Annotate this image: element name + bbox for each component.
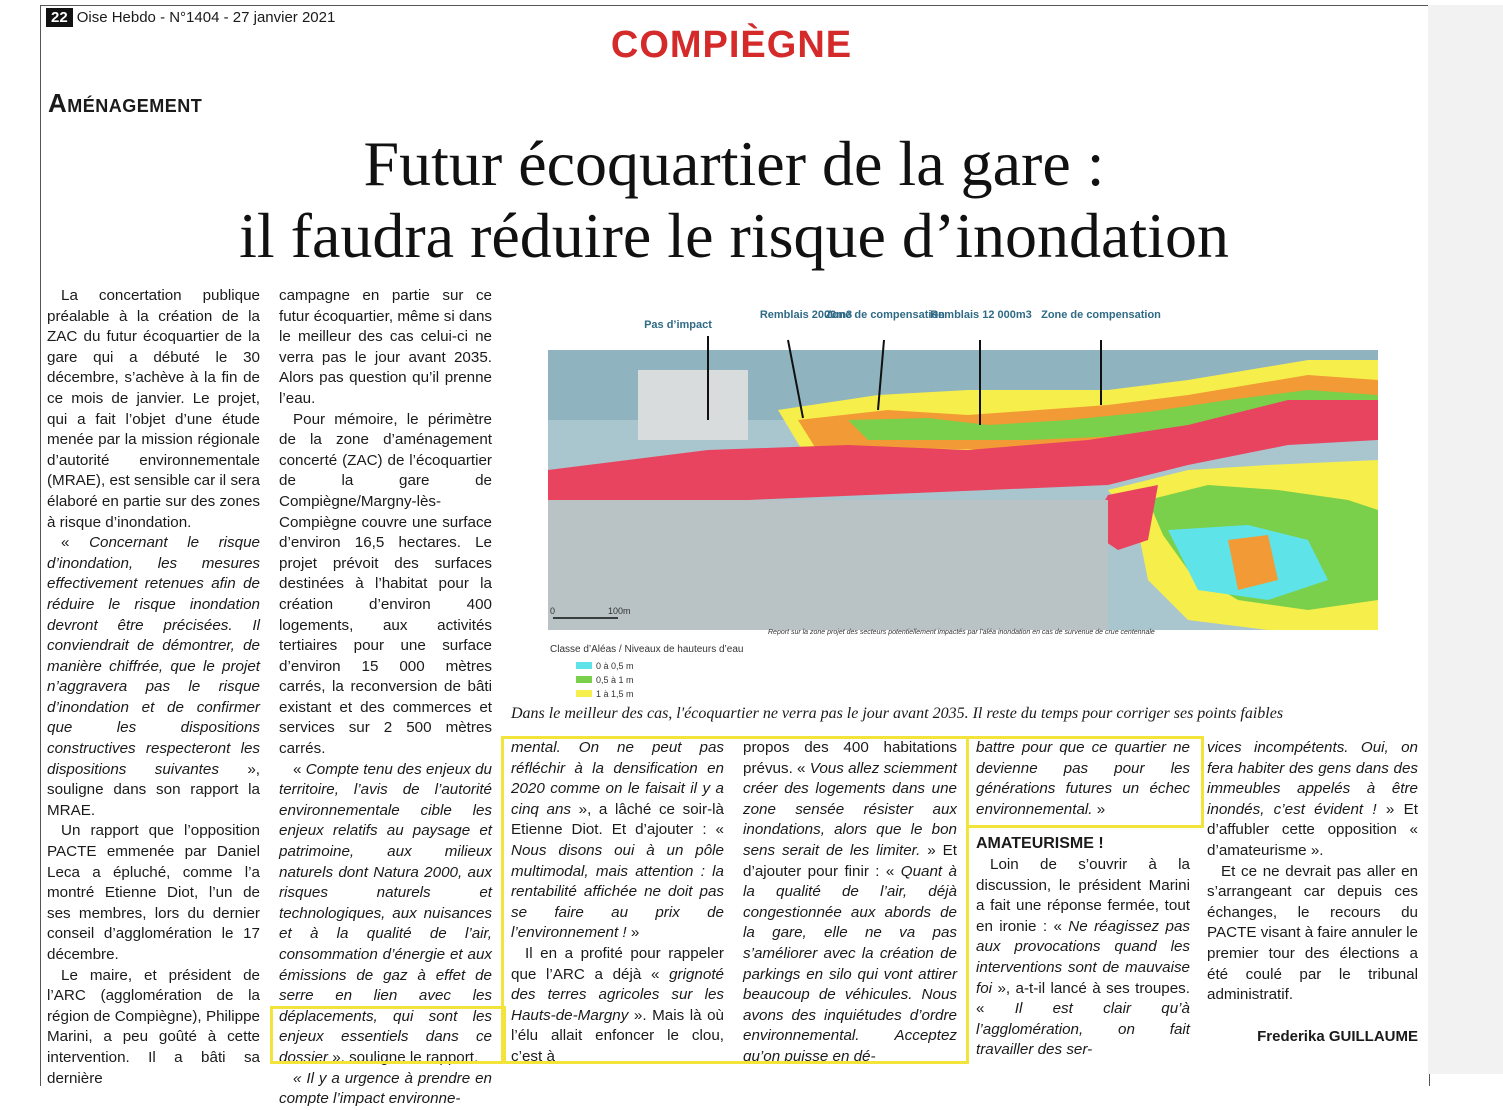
page-number: 22 <box>46 8 73 27</box>
text-run: ». Mais là où l’élu allait enfoncer le clou, c’est à <box>511 1006 724 1065</box>
quote-text: battre pour que ce quartier ne devienne pas pour les générations futures un échec environnemental. <box>976 739 1190 818</box>
paragraph-highlighted <box>279 1069 492 1110</box>
map-label-no-impact: Pas d’impact <box>644 319 712 331</box>
quote-text: mental. On ne peut pas réfléchir à la densification en 2020 comme on le faisait il y a cinq ans <box>511 739 724 818</box>
text-run: propos des 400 habitations prévus. « <box>743 739 957 777</box>
section-city: COMPIÈGNE <box>610 24 853 66</box>
figure-caption: Dans le meilleur des cas, l'écoquartier ne verra pas le jour avant 2035. Il reste du temps pour corriger ses points faibles <box>511 705 1284 722</box>
quote-text: vices incompétents. Oui, on fera habiter des gens dans des immeubles appelés à être inondés, c’est évident ! <box>1207 739 1418 818</box>
quote-open: « <box>293 760 306 778</box>
text-run: Il en a profité pour rappeler que l’ARC a déjà « <box>511 944 724 983</box>
quote-paragraph <box>47 533 260 821</box>
paragraph: Pour mémoire, le périmètre de la zone d’aménagement concerté (ZAC) de l’écoquartier de la gare de Compiègne/Margny-lès-Compiègne couvre une surface d’environ 16,5 hectares. Le projet prévoit des surfaces destinées à l’habitat pour la création d’environ 400 logements, aux activités tertiaires pour une surface d’environ 15 000 mètres carrés, la reconversion de bâti existant et des commerces et services sur 2 500 mètres carrés. <box>279 410 492 758</box>
text-run: » Et d’ajouter pour finir : « <box>743 841 957 880</box>
legend-swatch-cyan <box>576 662 592 669</box>
text-run: », a-t-il lancé à ses troupes. « <box>976 979 1190 1018</box>
quote-open: « <box>61 534 90 552</box>
text-run: » <box>1092 800 1106 818</box>
headline-line-2: il faudra réduire le risque d’inondation <box>239 200 1229 271</box>
article-column-6 <box>1207 738 1418 1006</box>
quote-text: Vous allez sciemment créer des logements dans une zone sensée résister aux inondations, alors que le bon sens serait de les limiter. <box>743 759 957 859</box>
quote-text: Ne réagissez pas aux provocations quand les interventions sont de mauvaise foi <box>976 917 1190 997</box>
rubric-text: Aménagement <box>48 88 203 118</box>
quote-text: Quant à la qualité de l’air, déjà congestionnée aux abords de la gare, elle ne va pas s’améliorer avec la création de parkings en silo qui vont attirer beaucoup de véhicules. Nous avons des inquiétudes d’ordre environnemental. Acceptez qu’on puisse en dé- <box>743 862 957 1065</box>
map-legend-area <box>548 630 1386 700</box>
legend-entry: 0 à 0,5 m <box>596 661 634 671</box>
highlight-box <box>270 1006 506 1064</box>
section-rubric <box>48 88 202 119</box>
legend-entry: 0,5 à 1 m <box>596 675 634 685</box>
quote-text: « Il y a urgence à prendre en compte l’impact environne- <box>279 1069 492 1108</box>
highlight-box <box>501 736 969 1064</box>
article-column-1 <box>47 286 260 1089</box>
headline-line-1: Futur écoquartier de la gare : <box>363 128 1105 199</box>
map-scale-label: 100m <box>608 606 631 616</box>
map-label-compensation-1: Zone de compensation <box>825 309 945 321</box>
map-scale-zero: 0 <box>550 606 556 616</box>
page-margin <box>1428 5 1503 1074</box>
quote-close: », souligne le rapport. <box>327 1048 479 1066</box>
map-urban-south <box>548 500 1108 630</box>
quote-text: Compte tenu des enjeux du territoire, l’avis de l’autorité environnementale cible les enjeux relatifs au paysage et patrimoine, aux milieux naturels dont Natura 2000, aux risques naturels et technologiques, aux nuisances et à la qualité de l’air, consommation d’énergie et aux émissions de gaz à effet de serre en lien avec les déplacements, qui sont les enjeux essentiels dans ce dossier <box>279 760 492 1066</box>
text-run: », a lâché ce soir-là Etienne Diot. Et d’ajouter : « <box>511 800 724 839</box>
text-run: » Et d’affubler cette opposition « d’amateurisme ». <box>1207 800 1418 859</box>
publication-info: Oise Hebdo - N°1404 - 27 janvier 2021 <box>76 9 336 26</box>
quote-text: Concernant le risque d’inondation, les mesures effectivement retenues afin de réduire le risque inondation devront être précisées. Il conviendrait de démontrer, de manière chiffrée, que le projet n’aggravera pas le risque d’inondation et de confirmer que les dispositions constructives respecteront les dispositions suivantes <box>47 534 260 778</box>
map-label-fill-2000: Remblais 2000m3 <box>759 309 853 321</box>
headline <box>40 128 1428 272</box>
paragraph <box>1207 738 1418 862</box>
highlight-box <box>966 736 1204 828</box>
text-run: » <box>626 924 640 942</box>
author-signature: Frederika GUILLAUME <box>1257 1028 1418 1045</box>
paragraph: La concertation publique préalable à la création de la ZAC du futur écoquartier de la gare qui a débuté le 30 décembre, s’achève à la fin de ce mois de janvier. Le projet, qui a fait l’objet d’une étude menée par la mission régionale d’autorité environnementale (MRAE), est sensible car il sera élaboré en partie sur des zones à risque d’inondation. <box>47 287 260 531</box>
map-label-compensation-2: Zone de compensation <box>1041 309 1161 321</box>
map-legend-title: Classe d’Aléas / Niveaux de hauteurs d’eau <box>550 644 744 655</box>
map-label-fill-12000: Remblais 12 000m3 <box>930 309 1032 321</box>
map-note: Report sur la zone projet des secteurs potentiellement impactés par l’aléa inondation en cas de survenue de crue centennale <box>768 629 1155 636</box>
flood-risk-map <box>548 300 1386 700</box>
quote-text: Nous disons oui à un pôle multimodal, mais attention : la rentabilité affichée ne doit pas se faire au prix de l’environnement ! <box>511 841 724 942</box>
paragraph <box>976 855 1190 1061</box>
paragraph: campagne en partie sur ce futur écoquartier, même si dans le meilleur des cas celui-ci ne verra pas le jour avant 2035. Alors pas question qu’il prenne l’eau. <box>279 287 492 407</box>
paragraph: Un rapport que l’opposition PACTE emmenée par Daniel Leca a épluché, comme l’a montré Etienne Diot, l’un de ses membres, lors du dernier conseil d’agglomération le 17 décembre. <box>47 822 260 963</box>
article-column-2 <box>279 286 492 1110</box>
quote-text: grignoté des terres agricoles sur les Hauts-de-Margny <box>511 965 724 1024</box>
legend-swatch-yellow <box>576 690 592 697</box>
map-station-area <box>638 370 748 440</box>
text-run: Loin de s’ouvrir à la discussion, le président Marini a fait une réponse fermée, tout en ironie : « <box>976 855 1190 935</box>
subheading: AMATEURISME ! <box>976 835 1104 853</box>
legend-entry: 1 à 1,5 m <box>596 689 634 699</box>
legend-swatch-green <box>576 676 592 683</box>
paragraph: Le maire, et président de l’ARC (agglomération de la région de Compiègne), Philippe Marini, a peu goûté à cette intervention. Il a bâti sa dernière <box>47 966 260 1087</box>
quote-close: », souligne dans son rapport la MRAE. <box>47 760 260 819</box>
quote-text: Il est clair qu’à l’agglomération, on fait travailler des ser- <box>976 1000 1190 1059</box>
paragraph: Et ce ne devrait pas aller en s’arrangeant car depuis ces échanges, le recours du PACTE visant à faire annuler le premier tour des élections a été coulé par le tribunal administratif. <box>1207 862 1418 1004</box>
